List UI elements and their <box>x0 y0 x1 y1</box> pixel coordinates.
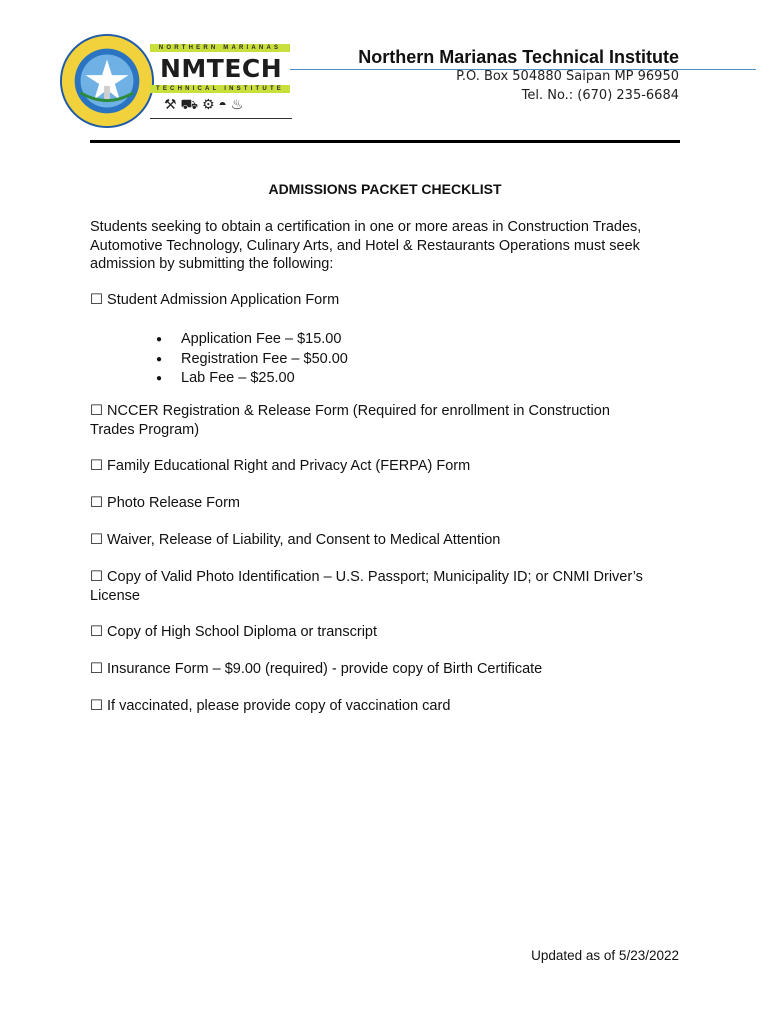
document-title: ADMISSIONS PACKET CHECKLIST <box>268 181 502 197</box>
checkbox-icon[interactable]: ☐ <box>90 569 103 585</box>
checklist-item-label: Copy of Valid Photo Identification – U.S. Passport; Municipality ID; or CNMI Driver’s License <box>90 569 643 604</box>
fee-item: ● Application Fee – $15.00 <box>156 330 348 350</box>
checklist-item[interactable] <box>90 568 680 605</box>
tools-icon: ⚙ <box>201 96 215 112</box>
checklist-item[interactable] <box>90 291 680 310</box>
official-seal-icon <box>58 32 156 130</box>
logo-top-band: NORTHERN MARIANAS <box>150 44 290 52</box>
intro-paragraph: Students seeking to obtain a certification in one or more areas in Construction Trades, Automotive Technology, Culinary Arts, and Hotel & Restaurants Operations must seek admission by submitting the following: <box>90 219 642 272</box>
checkbox-icon[interactable]: ☐ <box>90 624 103 640</box>
checklist-item[interactable] <box>90 660 680 679</box>
logo-bottom-band: TECHNICAL INSTITUTE <box>150 85 290 93</box>
checkbox-icon[interactable]: ☐ <box>90 661 103 677</box>
car-icon: ⛟ <box>180 96 199 112</box>
nmtech-logo <box>150 44 292 122</box>
checkbox-icon[interactable]: ☐ <box>90 495 103 511</box>
hardhat-icon: ◓ <box>218 96 227 112</box>
phone-line: Tel. No.: (670) 235-6684 <box>521 88 679 103</box>
logo-underline <box>150 118 292 119</box>
institution-name: Northern Marianas Technical Institute <box>358 47 679 67</box>
checklist-item-label: Waiver, Release of Liability, and Consent to Medical Attention <box>107 532 501 548</box>
checklist-item[interactable] <box>90 531 680 550</box>
checkbox-icon[interactable]: ☐ <box>90 292 103 308</box>
dining-icon: ♨ <box>230 96 244 112</box>
address-line: P.O. Box 504880 Saipan MP 96950 <box>456 69 679 84</box>
header-bottom-rule <box>90 140 680 143</box>
checkbox-icon[interactable]: ☐ <box>90 403 103 419</box>
checklist-item-label: Family Educational Right and Privacy Act (FERPA) Form <box>107 458 471 474</box>
updated-date: Updated as of 5/23/2022 <box>531 948 679 963</box>
fee-list <box>156 330 348 389</box>
welder-icon: ⚒ <box>164 96 177 112</box>
checklist-item-label: Copy of High School Diploma or transcript <box>107 624 378 640</box>
checklist-item[interactable] <box>90 494 680 513</box>
checklist-item-label: If vaccinated, please provide copy of vaccination card <box>107 698 451 714</box>
checkbox-icon[interactable]: ☐ <box>90 532 103 548</box>
checklist-item[interactable] <box>90 697 680 716</box>
checkbox-icon[interactable]: ☐ <box>90 698 103 714</box>
fee-item: ● Registration Fee – $50.00 <box>156 350 348 370</box>
checklist-item[interactable] <box>90 457 680 476</box>
trade-icons <box>164 96 243 112</box>
checklist-item-label: Insurance Form – $9.00 (required) - provide copy of Birth Certificate <box>107 661 543 677</box>
checklist-item[interactable] <box>90 402 650 439</box>
logo-wordmark: NMTECH <box>160 54 283 83</box>
checklist-item[interactable] <box>90 623 680 642</box>
checkbox-icon[interactable]: ☐ <box>90 458 103 474</box>
checklist-item-label: NCCER Registration & Release Form (Required for enrollment in Construction Trades Program) <box>90 403 610 438</box>
fee-item: ● Lab Fee – $25.00 <box>156 369 348 389</box>
checklist-item-label: Student Admission Application Form <box>107 292 340 308</box>
checklist-item-label: Photo Release Form <box>107 495 241 511</box>
